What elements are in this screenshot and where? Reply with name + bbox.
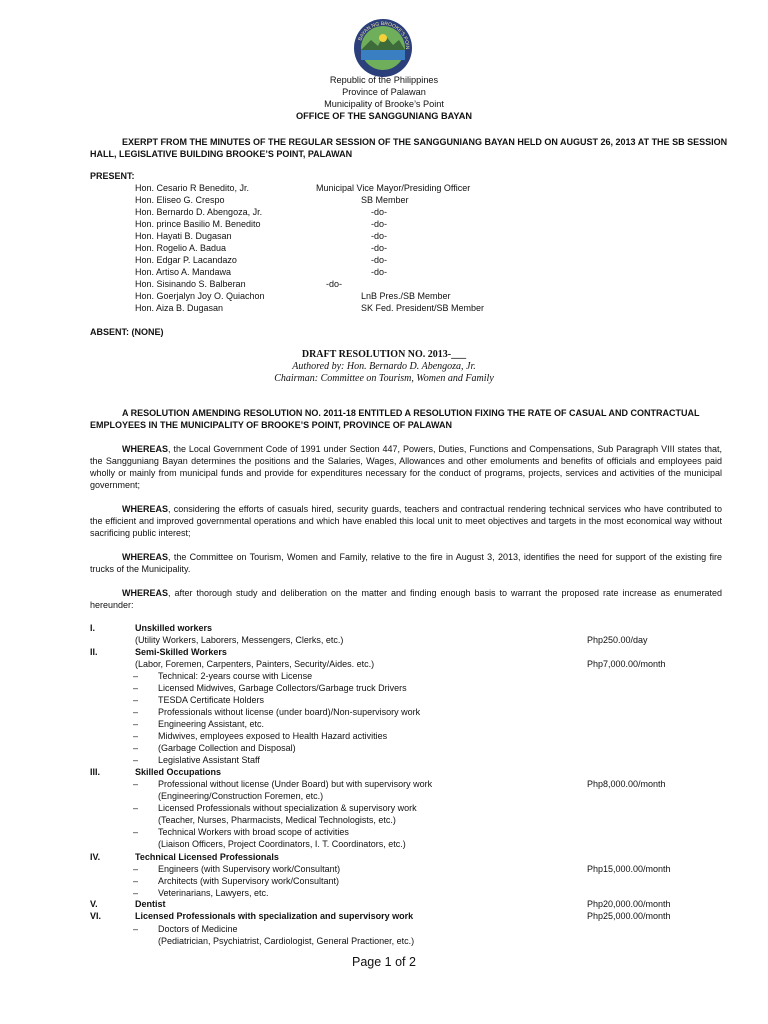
whereas-text: , after thorough study and deliberation on the matter and finding enough basis to warrant the proposed rate increase as enumerated hereunder: bbox=[90, 588, 722, 611]
member-name: Hon. Rogelio A. Badua bbox=[135, 243, 227, 253]
draft-author: Authored by: Hon. Bernardo D. Abengoza, Jr. bbox=[292, 361, 476, 372]
header-country: Republic of the Philippines bbox=[329, 75, 439, 85]
list-item-detail: (Pediatrician, Psychiatrist, Cardiologist, General Practioner, etc.) bbox=[158, 936, 415, 946]
header-municipality: Municipality of Brooke’s Point bbox=[324, 99, 444, 109]
draft-resolution-title: DRAFT RESOLUTION NO. 2013-___ bbox=[301, 349, 467, 360]
whereas-paragraph bbox=[90, 503, 722, 539]
list-item: Legislative Assistant Staff bbox=[158, 755, 260, 765]
whereas-lead: WHEREAS bbox=[122, 552, 169, 562]
member-name: Hon. Aiza B. Dugasan bbox=[135, 303, 224, 313]
whereas-paragraph bbox=[90, 443, 722, 491]
list-dash: – bbox=[133, 695, 139, 705]
member-role: SK Fed. President/SB Member bbox=[361, 303, 485, 313]
member-role: -do- bbox=[371, 267, 388, 277]
whereas-paragraph bbox=[90, 551, 722, 575]
whereas-text: , the Committee on Tourism, Women and Family, relative to the fire in August 3, 2013, identifies the need for support of the existing fire trucks of the Municipality. bbox=[90, 552, 722, 575]
whereas-paragraph bbox=[90, 587, 722, 611]
excerpt-line-2: HALL, LEGISLATIVE BUILDING BROOKE’S POINT, PALAWAN bbox=[90, 149, 353, 159]
list-dash: – bbox=[133, 743, 139, 753]
member-name: Hon. Eliseo G. Crespo bbox=[135, 195, 225, 205]
list-item: Licensed Midwives, Garbage Collectors/Garbage truck Drivers bbox=[158, 683, 407, 693]
list-dash: – bbox=[133, 683, 139, 693]
list-item: Professionals without license (under board)/Non-supervisory work bbox=[158, 707, 421, 717]
member-name: Hon. Goerjalyn Joy O. Quiachon bbox=[135, 291, 265, 301]
item-rate: Php250.00/day bbox=[587, 635, 648, 645]
page-number: Page 1 of 2 bbox=[352, 955, 416, 969]
list-item: Technical: 2-years course with License bbox=[158, 671, 313, 681]
absent-line: ABSENT: (NONE) bbox=[90, 327, 164, 337]
whereas-text: , the Local Government Code of 1991 under Section 447, Powers, Duties, Functions and Compensations, Sub Paragraph VIII states that, the Sangguniang Bayan determines the positions and the Salaries, Wages, Allowances and other emoluments and benefits of officials and employees paid wholly or mainly from municipal funds and provide for expenditures necessary for the conduct of programs, projects, services and activities of the municipal government; bbox=[90, 444, 722, 491]
list-dash: – bbox=[133, 864, 139, 874]
draft-chairman: Chairman: Committee on Tourism, Women and Family bbox=[274, 373, 494, 384]
member-name: Hon. Cesario R Benedito, Jr. bbox=[135, 183, 250, 193]
member-name: Hon. Sisinando S. Balberan bbox=[135, 279, 246, 289]
list-item: TESDA Certificate Holders bbox=[158, 695, 265, 705]
resolution-title-line-2: EMPLOYEES IN THE MUNICIPALITY OF BROOKE’S POINT, PROVINCE OF PALAWAN bbox=[90, 420, 453, 430]
list-dash: – bbox=[133, 803, 139, 813]
list-item: Engineers (with Supervisory work/Consultant) bbox=[158, 864, 341, 874]
whereas-text: , considering the efforts of casuals hired, security guards, teachers and contractual rendering technical services who have contributed to the efficient and improved governmental operations and which have enabled this local unit to meet objectives and targets in the most economical way without sacrificing public interest; bbox=[90, 504, 722, 539]
item-rate: Php25,000.00/month bbox=[587, 911, 671, 921]
list-dash: – bbox=[133, 876, 139, 886]
member-role: -do- bbox=[371, 207, 388, 217]
item-number: I. bbox=[90, 623, 96, 633]
item-subtitle: (Labor, Foremen, Carpenters, Painters, Security/Aides. etc.) bbox=[135, 659, 375, 669]
list-item: Licensed Professionals without specialization & supervisory work bbox=[158, 803, 417, 813]
member-role: -do- bbox=[371, 255, 388, 265]
member-role: -do- bbox=[371, 219, 388, 229]
item-rate: Php15,000.00/month bbox=[587, 864, 671, 874]
item-number: IV. bbox=[90, 852, 101, 862]
item-title: Technical Licensed Professionals bbox=[135, 852, 279, 862]
member-role: SB Member bbox=[361, 195, 409, 205]
whereas-lead: WHEREAS bbox=[122, 504, 169, 514]
member-name: Hon. prince Basilio M. Benedito bbox=[135, 219, 261, 229]
item-title: Licensed Professionals with specialization and supervisory work bbox=[135, 911, 414, 921]
list-item: Professional without license (Under Board) but with supervisory work bbox=[158, 779, 433, 789]
member-role: -do- bbox=[371, 231, 388, 241]
list-item: Doctors of Medicine bbox=[158, 924, 238, 934]
item-number: V. bbox=[90, 899, 98, 909]
list-item-detail: (Engineering/Construction Foremen, etc.) bbox=[158, 791, 324, 801]
list-item-detail: (Teacher, Nurses, Pharmacists, Medical Technologists, etc.) bbox=[158, 815, 396, 825]
member-name: Hon. Bernardo D. Abengoza, Jr. bbox=[135, 207, 263, 217]
member-name: Hon. Artiso A. Mandawa bbox=[135, 267, 232, 277]
list-dash: – bbox=[133, 827, 139, 837]
list-dash: – bbox=[133, 731, 139, 741]
item-rate: Php8,000.00/month bbox=[587, 779, 666, 789]
item-rate: Php20,000.00/month bbox=[587, 899, 671, 909]
item-number: II. bbox=[90, 647, 98, 657]
whereas-lead: WHEREAS bbox=[122, 444, 169, 454]
item-subtitle: (Utility Workers, Laborers, Messengers, Clerks, etc.) bbox=[135, 635, 344, 645]
item-title: Unskilled workers bbox=[135, 623, 213, 633]
item-rate: Php7,000.00/month bbox=[587, 659, 666, 669]
item-number: III. bbox=[90, 767, 101, 777]
list-dash: – bbox=[133, 755, 139, 765]
member-role: -do- bbox=[326, 279, 343, 289]
member-role: LnB Pres./SB Member bbox=[361, 291, 451, 301]
item-title: Dentist bbox=[135, 899, 166, 909]
list-dash: – bbox=[133, 707, 139, 717]
item-number: VI. bbox=[90, 911, 102, 921]
list-item: Veterinarians, Lawyers, etc. bbox=[158, 888, 269, 898]
list-item: (Garbage Collection and Disposal) bbox=[158, 743, 296, 753]
svg-text:BAYAN NG BROOKE'S POINT: BAYAN NG BROOKE'S POIN bbox=[357, 20, 411, 50]
list-dash: – bbox=[133, 671, 139, 681]
member-role: -do- bbox=[371, 243, 388, 253]
list-dash: – bbox=[133, 924, 139, 934]
header-office: OFFICE OF THE SANGGUNIANG BAYAN bbox=[296, 111, 472, 121]
member-name: Hon. Edgar P. Lacandazo bbox=[135, 255, 237, 265]
resolution-title-line-1: A RESOLUTION AMENDING RESOLUTION NO. 2011-18 ENTITLED A RESOLUTION FIXING THE RATE OF CASUAL AND CONTRACTUAL bbox=[122, 408, 700, 418]
list-dash: – bbox=[133, 888, 139, 898]
list-item: Engineering Assistant, etc. bbox=[158, 719, 265, 729]
list-dash: – bbox=[133, 779, 139, 789]
excerpt-line-1: EXERPT FROM THE MINUTES OF THE REGULAR SESSION OF THE SANGGUNIANG BAYAN HELD ON AUGUST 26, 2013 AT THE SB SESSION bbox=[122, 137, 728, 147]
member-role: Municipal Vice Mayor/Presiding Officer bbox=[316, 183, 471, 193]
list-dash: – bbox=[133, 719, 139, 729]
header-province: Province of Palawan bbox=[342, 87, 426, 97]
list-item: Architects (with Supervisory work/Consultant) bbox=[158, 876, 340, 886]
present-label: PRESENT: bbox=[90, 171, 135, 181]
member-name: Hon. Hayati B. Dugasan bbox=[135, 231, 232, 241]
item-title: Semi-Skilled Workers bbox=[135, 647, 227, 657]
municipal-seal bbox=[351, 18, 415, 78]
list-item: Technical Workers with broad scope of activities bbox=[158, 827, 349, 837]
item-title: Skilled Occupations bbox=[135, 767, 222, 777]
list-item-detail: (Liaison Officers, Project Coordinators, I. T. Coordinators, etc.) bbox=[158, 839, 406, 849]
whereas-lead: WHEREAS bbox=[122, 588, 169, 598]
list-item: Midwives, employees exposed to Health Hazard activities bbox=[158, 731, 388, 741]
